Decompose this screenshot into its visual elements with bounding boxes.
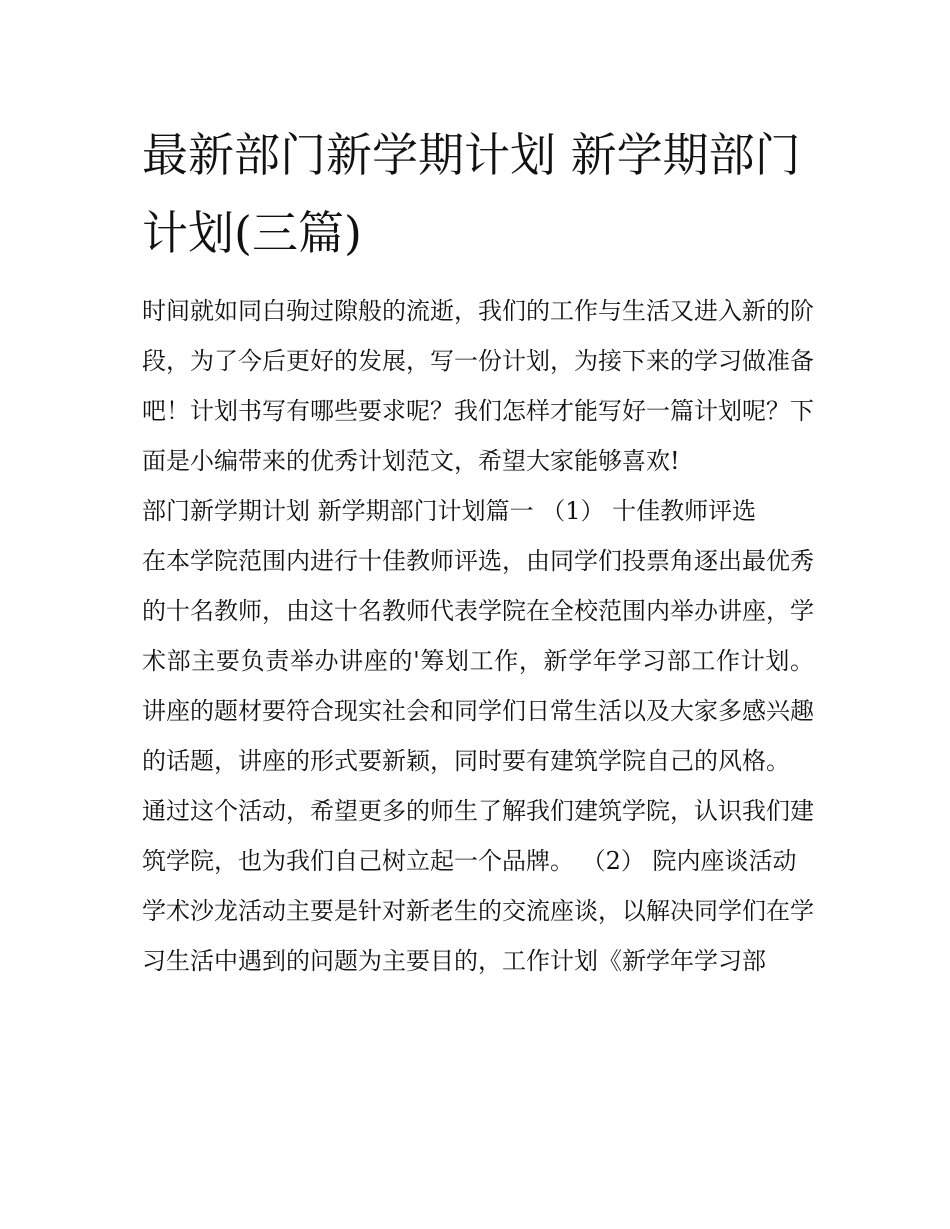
intro-paragraph: 时间就如同白驹过隙般的流逝，我们的工作与生活又进入新的阶段，为了今后更好的发展，写一份计划，为接下来的学习做准备吧！计划书写有哪些要求呢？我们怎样才能写好一篇计划呢？下面是小编带来的优秀计划范文，希望大家能够喜欢! xyxy=(142,297,814,475)
section-heading-line: 部门新学期计划 新学期部门计划篇一 （1） 十佳教师评选 xyxy=(142,497,757,525)
body-paragraph: 在本学院范围内进行十佳教师评选，由同学们投票角逐出最优秀的十名教师，由这十名教师代表学院在全校范围内举办讲座，学术部主要负责举办讲座的'筹划工作，新学年学习部工作计划。讲座的题材要符合现实社会和同学们日常生活以及大家多感兴趣的话题，讲座的形式要新颖，同时要有建筑学院自己的风格。 xyxy=(142,547,814,775)
document-title: 最新部门新学期计划 新学期部门计划(三篇) xyxy=(142,128,801,260)
body-paragraph: 通过这个活动，希望更多的师生了解我们建筑学院，认识我们建筑学院，也为我们自己树立起一个品牌。 （2） 院内座谈活动 xyxy=(142,797,814,875)
document-body xyxy=(142,116,814,986)
body-paragraph: 学术沙龙活动主要是针对新老生的交流座谈，以解决同学们在学习生活中遇到的问题为主要目的，工作计划《新学年学习部 xyxy=(142,897,814,975)
